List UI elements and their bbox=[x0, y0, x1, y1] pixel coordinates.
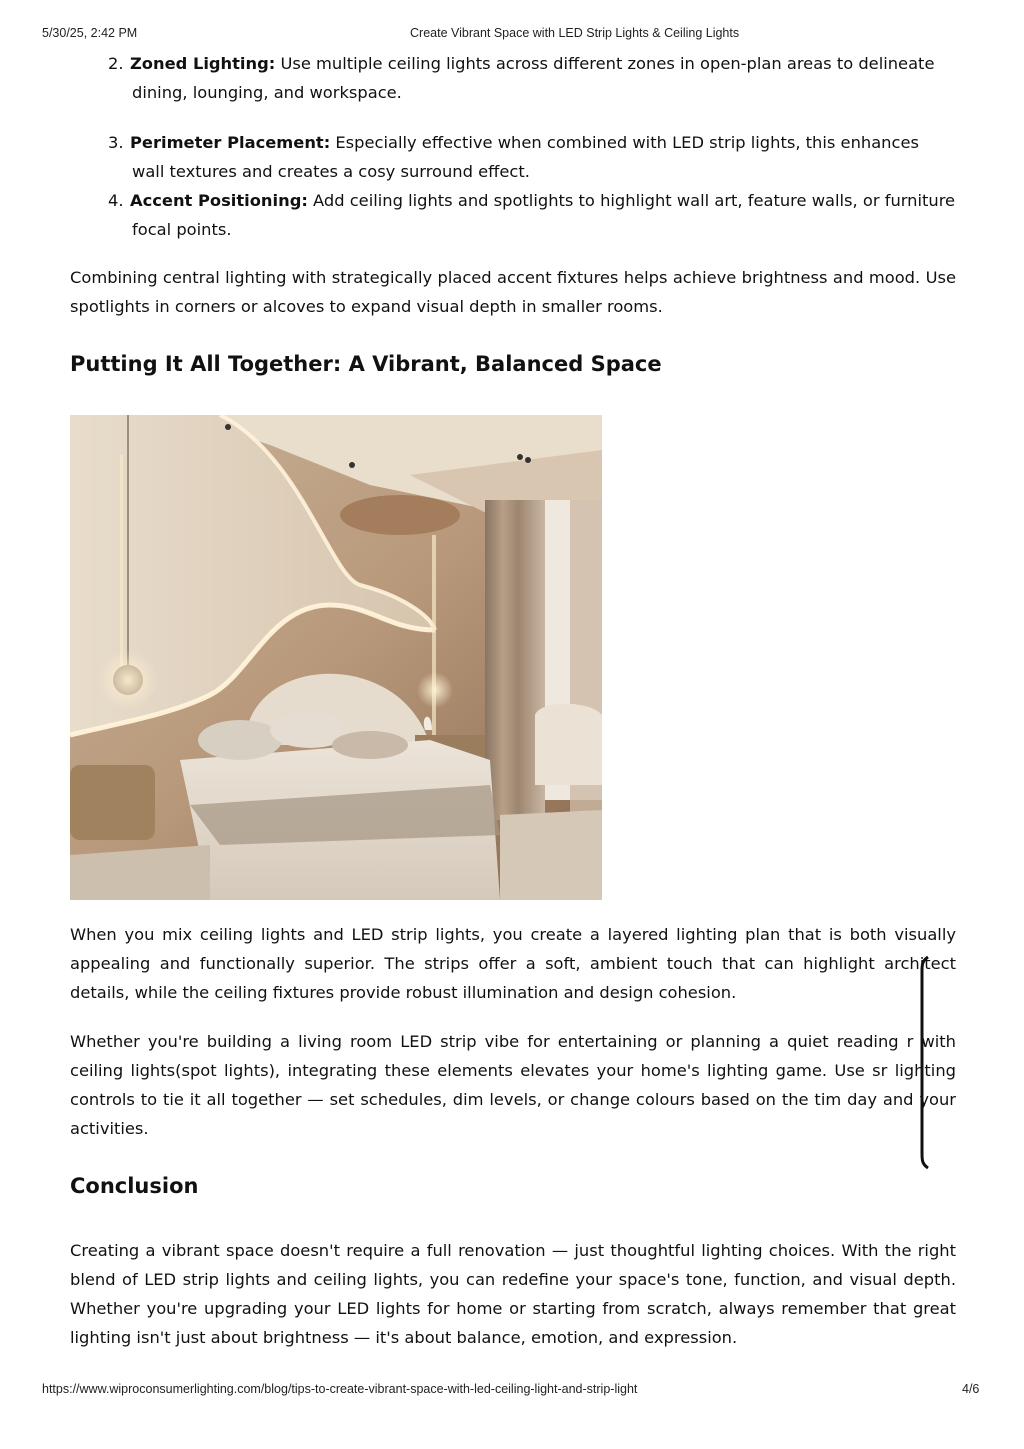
print-page-number: 4/6 bbox=[962, 1382, 980, 1396]
list-term: Zoned Lighting: bbox=[130, 54, 276, 73]
list-item-zoned-lighting bbox=[108, 49, 956, 107]
list-number: 4. bbox=[108, 191, 124, 210]
paragraph-whether: Whether you're building a living room LED strip vibe for entertaining or planning a quiet reading r with ceiling lights(spot lights), integrating these elements elevates your home's lighting game. Use sr lighting controls to tie it all together — set schedules, dim levels, or change colours based on the tim day and your activities. bbox=[70, 1032, 956, 1138]
list-term: Accent Positioning: bbox=[130, 191, 308, 210]
print-source-url: https://www.wiproconsumerlighting.com/blog/tips-to-create-vibrant-space-with-led-ceiling-light-and-strip-light bbox=[42, 1382, 638, 1396]
heading-conclusion: Conclusion bbox=[70, 1174, 199, 1198]
list-term: Perimeter Placement: bbox=[130, 133, 331, 152]
list-text: Especially effective when combined with LED strip lights, this enhances wall textures and creates a cosy surround effect. bbox=[132, 133, 919, 181]
bedroom-photo bbox=[70, 415, 602, 900]
list-text: Use multiple ceiling lights across different zones in open-plan areas to delineate dining, lounging, and workspace. bbox=[132, 54, 935, 102]
list-text: Add ceiling lights and spotlights to highlight wall art, feature walls, or furniture focal points. bbox=[132, 191, 956, 239]
paragraph-mix-lights: When you mix ceiling lights and LED strip lights, you create a layered lighting plan that is both visually appealing and functionally superior. The strips offer a soft, ambient touch that can highlight architect details, while the ceiling fixtures provide robust illumination and design cohesion. bbox=[70, 925, 956, 1002]
print-datetime: 5/30/25, 2:42 PM bbox=[42, 26, 138, 40]
list-item-perimeter-placement bbox=[108, 128, 956, 186]
bracket-overlay bbox=[918, 955, 934, 1170]
heading-putting-it-together: Putting It All Together: A Vibrant, Balanced Space bbox=[70, 352, 662, 376]
list-number: 3. bbox=[108, 133, 124, 152]
list-number: 2. bbox=[108, 54, 124, 73]
paragraph-conclusion: Creating a vibrant space doesn't require a full renovation — just thoughtful lighting choices. With the right blend of LED strip lights and ceiling lights, you can redefine your space's tone, function, and visual depth. Whether you're upgrading your LED lights for home or starting from scratch, always remember that great lighting isn't just about brightness — it's about balance, emotion, and expression. bbox=[70, 1241, 956, 1347]
paragraph-combining: Combining central lighting with strategically placed accent fixtures helps achieve brightness and mood. Use spotlights in corners or alcoves to expand visual depth in smaller rooms. bbox=[70, 268, 956, 316]
list-item-accent-positioning bbox=[108, 186, 956, 244]
print-page-title: Create Vibrant Space with LED Strip Lights & Ceiling Lights bbox=[410, 26, 740, 40]
